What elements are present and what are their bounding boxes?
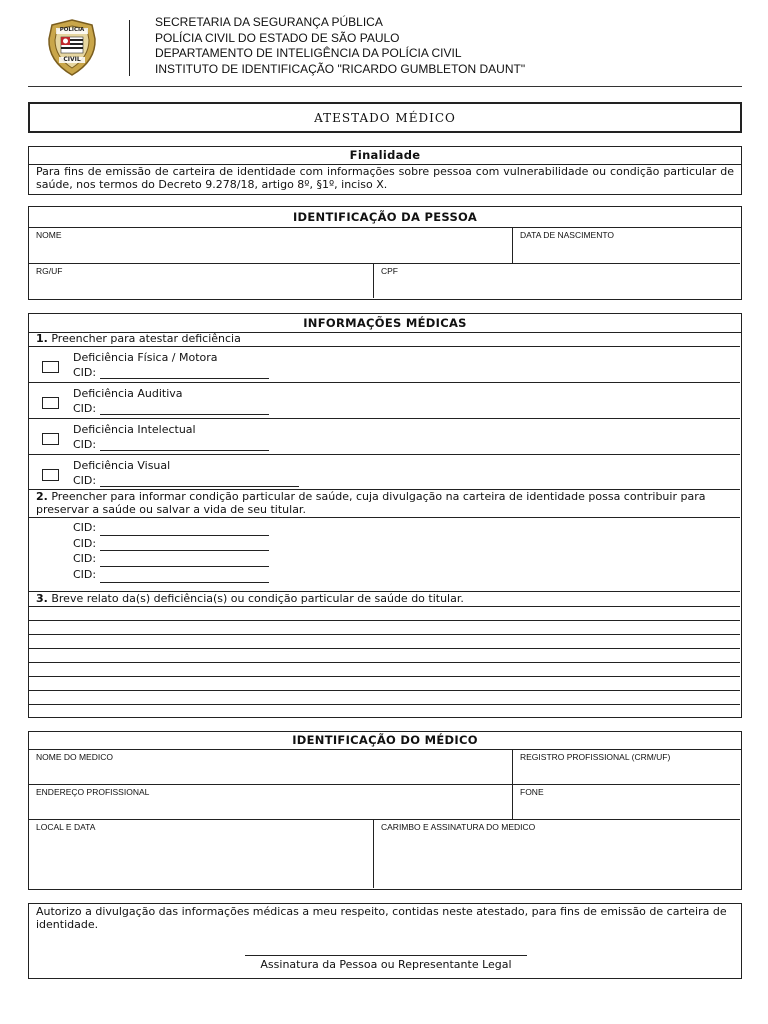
registro-field[interactable] bbox=[513, 750, 740, 785]
police-badge-logo bbox=[47, 19, 97, 77]
item3-text: Breve relato da(s) deficiência(s) ou condição particular de saúde do titular. bbox=[51, 592, 464, 605]
item2-number: 2. bbox=[36, 490, 48, 503]
cid-input[interactable] bbox=[100, 401, 269, 416]
nascimento-label: DATA DE NASCIMENTO bbox=[520, 230, 614, 240]
item2-text: Preencher para informar condição particular de saúde, cuja divulgação na carteira de identidade possa contribuir para preservar a saúde ou salvar a vida de seu titular. bbox=[36, 490, 706, 516]
item1-number: 1. bbox=[36, 332, 48, 345]
deficiencia-label: Deficiência Visual bbox=[73, 459, 171, 472]
endereco-label: ENDEREÇO PROFISSIONAL bbox=[36, 787, 150, 797]
item3-heading bbox=[29, 592, 740, 606]
medico-heading: IDENTIFICAÇÃO DO MÉDICO bbox=[29, 732, 741, 750]
medico-section bbox=[28, 731, 742, 890]
item2-heading bbox=[29, 490, 740, 518]
carimbo-label: CARIMBO E ASSINATURA DO MEDICO bbox=[381, 822, 536, 832]
pessoa-heading: IDENTIFICAÇÃO DA PESSOA bbox=[29, 207, 741, 228]
deficiencia-row bbox=[29, 419, 740, 455]
registro-label: REGISTRO PROFISSIONAL (CRM/UF) bbox=[520, 752, 671, 762]
local-data-field[interactable] bbox=[29, 820, 374, 888]
header-rule bbox=[28, 86, 742, 87]
header-line: SECRETARIA DA SEGURANÇA PÚBLICA bbox=[155, 15, 383, 29]
cid-label: CID: bbox=[73, 401, 97, 415]
deficiencia-visual-checkbox[interactable] bbox=[42, 469, 59, 481]
rg-label: RG/UF bbox=[36, 266, 63, 276]
fone-field[interactable] bbox=[513, 785, 740, 820]
item2-cid-list bbox=[29, 518, 740, 592]
item1-text: Preencher para atestar deficiência bbox=[51, 332, 241, 345]
finalidade-heading: Finalidade bbox=[29, 147, 741, 165]
cid-label: CID: bbox=[73, 437, 97, 451]
deficiencia-row bbox=[29, 383, 740, 419]
deficiencia-visual-label-block bbox=[73, 459, 299, 487]
cid-input[interactable] bbox=[100, 473, 299, 488]
cpf-label: CPF bbox=[381, 266, 398, 276]
deficiencia-fisica-checkbox[interactable] bbox=[42, 361, 59, 373]
cid-label: CID: bbox=[73, 568, 97, 582]
local-data-label: LOCAL E DATA bbox=[36, 822, 96, 832]
cid-label: CID: bbox=[73, 536, 97, 550]
header-divider bbox=[129, 20, 130, 76]
cid-label: CID: bbox=[73, 552, 97, 566]
pessoa-section bbox=[28, 206, 742, 300]
nome-field[interactable] bbox=[29, 228, 513, 264]
deficiencia-label: Deficiência Auditiva bbox=[73, 387, 183, 400]
finalidade-section bbox=[28, 146, 742, 195]
finalidade-text: Para fins de emissão de carteira de identidade com informações sobre pessoa com vulnerabilidade ou condição particular de saúde, nos termos do Decreto 9.278/18, artigo 8º, §1º, inciso X. bbox=[36, 165, 734, 191]
badge-top-text: POLÍCIA bbox=[59, 27, 85, 33]
header-line: INSTITUTO DE IDENTIFICAÇÃO "RICARDO GUMBLETON DAUNT" bbox=[155, 61, 526, 76]
deficiencia-label: Deficiência Intelectual bbox=[73, 423, 196, 436]
cid-input[interactable] bbox=[100, 567, 269, 583]
nascimento-field[interactable] bbox=[513, 228, 740, 264]
header-line: POLÍCIA CIVIL DO ESTADO DE SÃO PAULO bbox=[155, 30, 400, 45]
cid-input[interactable] bbox=[100, 437, 269, 452]
cid-input[interactable] bbox=[100, 551, 269, 567]
item3-number: 3. bbox=[36, 592, 48, 605]
signature-label: Assinatura da Pessoa ou Representante Legal bbox=[260, 958, 512, 971]
deficiencia-auditiva-checkbox[interactable] bbox=[42, 397, 59, 409]
medicas-heading: INFORMAÇÕES MÉDICAS bbox=[29, 314, 741, 333]
deficiencia-auditiva-label-block bbox=[73, 387, 269, 415]
deficiencia-row bbox=[29, 347, 740, 383]
medico-nome-field[interactable] bbox=[29, 750, 513, 785]
medico-nome-label: NOME DO MEDICO bbox=[36, 752, 113, 762]
header-text bbox=[155, 15, 525, 77]
badge-bottom-text: CIVIL bbox=[63, 56, 81, 63]
cid-label: CID: bbox=[73, 365, 97, 379]
autorizacao-text: Autorizo a divulgação das informações médicas a meu respeito, contidas neste atestado, para fins de emissão de carteira de identidade. bbox=[36, 905, 727, 931]
cid-input[interactable] bbox=[100, 520, 269, 536]
carimbo-field[interactable] bbox=[374, 820, 740, 888]
deficiencia-fisica-label-block bbox=[73, 351, 269, 379]
item3-lines[interactable] bbox=[29, 606, 740, 716]
fone-label: FONE bbox=[520, 787, 544, 797]
deficiencia-row bbox=[29, 455, 740, 490]
medicas-section bbox=[28, 313, 742, 718]
document-title: ATESTADO MÉDICO bbox=[28, 102, 742, 133]
deficiencia-label: Deficiência Física / Motora bbox=[73, 351, 218, 364]
cid-input[interactable] bbox=[100, 365, 269, 380]
deficiencia-intelectual-checkbox[interactable] bbox=[42, 433, 59, 445]
header-line: DEPARTAMENTO DE INTELIGÊNCIA DA POLÍCIA CIVIL bbox=[155, 46, 462, 60]
deficiencia-intelectual-label-block bbox=[73, 423, 269, 451]
cid-label: CID: bbox=[73, 473, 97, 487]
cid-input[interactable] bbox=[100, 536, 269, 552]
cid-label: CID: bbox=[73, 521, 97, 534]
item1-heading bbox=[29, 332, 740, 347]
endereco-field[interactable] bbox=[29, 785, 513, 820]
signature-line[interactable] bbox=[245, 955, 527, 956]
rg-field[interactable] bbox=[29, 264, 374, 298]
nome-label: NOME bbox=[36, 230, 62, 240]
autorizacao-section bbox=[28, 903, 742, 979]
cpf-field[interactable] bbox=[374, 264, 740, 298]
